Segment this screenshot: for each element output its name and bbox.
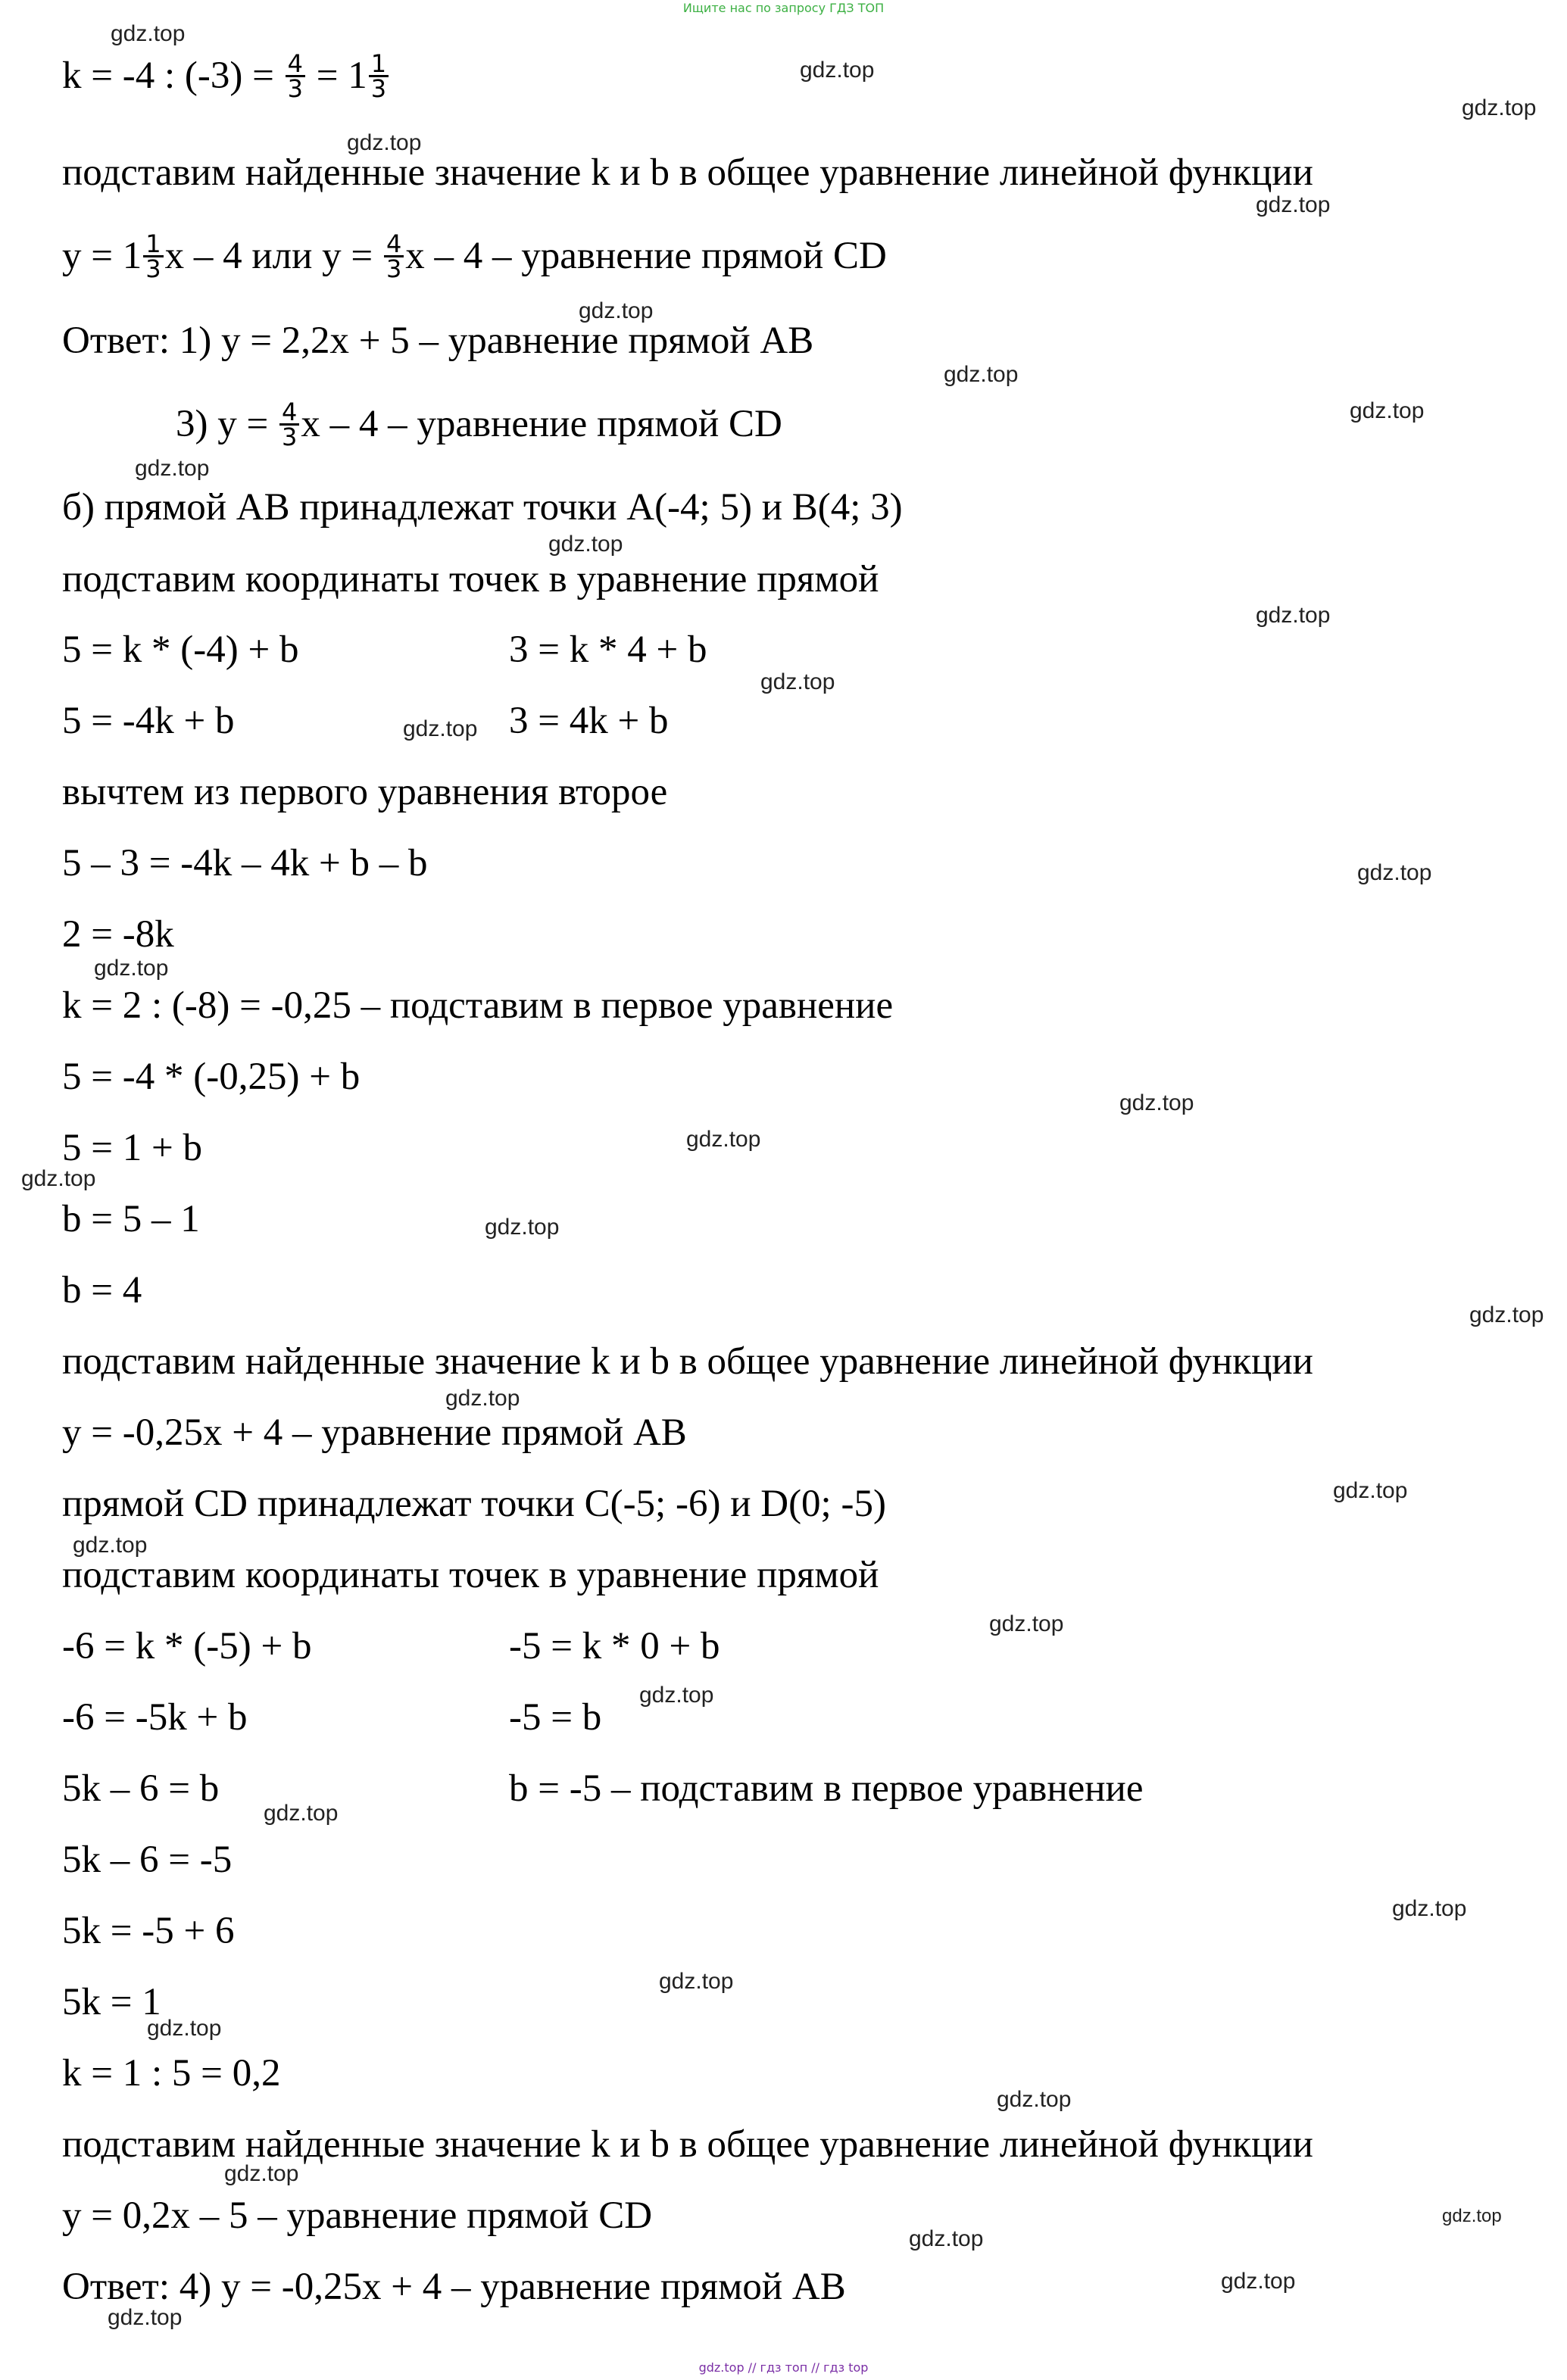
watermark: gdz.top	[1119, 1090, 1194, 1115]
watermark: gdz.top	[147, 2016, 222, 2041]
watermark: gdz.top	[548, 532, 623, 557]
equation: -6 = k * (-5) + b	[62, 1625, 312, 1667]
fraction-numerator: 4	[384, 232, 404, 257]
fraction-numerator: 4	[286, 52, 305, 77]
text-segment: x – 4 – уравнение прямой CD	[301, 403, 782, 445]
equation: 5k – 6 = -5	[62, 1839, 233, 1881]
watermark: gdz.top	[639, 1683, 714, 1708]
fraction-numerator: 4	[279, 401, 299, 426]
text-substitute-kb: подставим найденные значение k и b в общее уравнение линейной функции	[62, 2123, 1313, 2166]
watermark: gdz.top	[579, 298, 654, 323]
text-segment: y = 1	[62, 235, 142, 277]
equation: 5 = k * (-4) + b	[62, 629, 299, 671]
watermark: gdz.top	[1256, 192, 1331, 217]
watermark: gdz.top	[485, 1215, 560, 1240]
equation: 5 = -4 * (-0,25) + b	[62, 1056, 361, 1098]
equation: b = 5 – 1	[62, 1198, 200, 1240]
text-subtract: вычтем из первого уравнения второе	[62, 771, 668, 813]
watermark: gdz.top	[686, 1127, 761, 1152]
equation: 5 = 1 + b	[62, 1127, 203, 1169]
text-substitute-kb: подставим найденные значение k и b в общее уравнение линейной функции	[62, 1340, 1313, 1383]
fraction	[143, 229, 163, 283]
fraction-denominator: 3	[145, 254, 161, 283]
watermark: gdz.top	[73, 1533, 148, 1558]
watermark: gdz.top	[1256, 603, 1331, 628]
fraction-numerator: 1	[369, 52, 389, 77]
equation: -5 = k * 0 + b	[509, 1625, 720, 1667]
equation-line-cd: y = 0,2x – 5 – уравнение прямой CD	[62, 2194, 653, 2237]
watermark: gdz.top	[1442, 2206, 1502, 2226]
answer-1: Ответ: 1) y = 2,2x + 5 – уравнение прямой AB	[62, 320, 814, 362]
equation: b = 4	[62, 1269, 142, 1312]
text-segment: k = -4 : (-3) =	[62, 55, 284, 97]
equation: 2 = -8k	[62, 913, 174, 956]
equation-k-cd	[62, 48, 390, 103]
fraction-denominator: 3	[386, 254, 402, 283]
watermark: gdz.top	[760, 669, 835, 694]
fraction	[279, 397, 299, 451]
equation-line-cd	[62, 229, 887, 283]
fraction	[384, 229, 404, 283]
equation: 5k – 6 = b	[62, 1767, 220, 1810]
fraction	[286, 48, 305, 103]
equation: k = 2 : (-8) = -0,25 – подставим в первое уравнение	[62, 984, 894, 1027]
watermark: gdz.top	[21, 1166, 96, 1191]
fraction-numerator: 1	[143, 232, 163, 257]
watermark: gdz.top	[1392, 1896, 1467, 1921]
equation: 5 = -4k + b	[62, 700, 235, 742]
fraction-denominator: 3	[287, 73, 303, 103]
fraction	[369, 48, 389, 103]
footer-links[interactable]: gdz.top // гдз топ // гдз top	[698, 2360, 869, 2375]
answer-4: Ответ: 4) y = -0,25x + 4 – уравнение прямой AB	[62, 2266, 846, 2308]
answer-3	[176, 397, 782, 451]
watermark: gdz.top	[224, 2161, 299, 2186]
watermark: gdz.top	[800, 58, 875, 83]
equation: 3 = 4k + b	[509, 700, 669, 742]
equation: b = -5 – подставим в первое уравнение	[509, 1767, 1144, 1810]
watermark: gdz.top	[944, 362, 1019, 387]
fraction-denominator: 3	[282, 422, 298, 451]
equation: 5k = -5 + 6	[62, 1910, 235, 1952]
text-segment: x – 4 или y =	[164, 235, 382, 277]
fraction-denominator: 3	[370, 73, 387, 103]
search-banner[interactable]: Ищите нас по запросу ГДЗ ТОП	[682, 1, 885, 15]
equation: -6 = -5k + b	[62, 1696, 248, 1739]
equation: 5 – 3 = -4k – 4k + b – b	[62, 842, 428, 884]
text-substitute-coords: подставим координаты точек в уравнение прямой	[62, 558, 879, 600]
text-substitute-kb: подставим найденные значение k и b в общее уравнение линейной функции	[62, 151, 1313, 194]
equation: 5k = 1	[62, 1981, 161, 2023]
watermark: gdz.top	[1357, 860, 1432, 885]
watermark: gdz.top	[989, 1611, 1064, 1636]
watermark: gdz.top	[1469, 1302, 1544, 1327]
text-segment: = 1	[307, 55, 367, 97]
watermark: gdz.top	[1333, 1478, 1408, 1503]
watermark: gdz.top	[909, 2226, 984, 2251]
equation: -5 = b	[509, 1696, 602, 1739]
watermark: gdz.top	[264, 1801, 339, 1826]
text-substitute-coords: подставим координаты точек в уравнение прямой	[62, 1554, 879, 1596]
watermark: gdz.top	[108, 2305, 183, 2330]
watermark: gdz.top	[111, 21, 186, 46]
watermark: gdz.top	[659, 1969, 734, 1994]
watermark: gdz.top	[347, 130, 422, 155]
text-segment: 3) y =	[176, 403, 278, 445]
watermark: gdz.top	[445, 1386, 520, 1411]
watermark: gdz.top	[135, 456, 210, 481]
equation-line-ab: y = -0,25x + 4 – уравнение прямой AB	[62, 1411, 687, 1454]
text-points-ab: б) прямой AB принадлежат точки A(-4; 5) и B(4; 3)	[62, 486, 903, 529]
equation: k = 1 : 5 = 0,2	[62, 2052, 281, 2095]
watermark: gdz.top	[997, 2087, 1072, 2112]
equation: 3 = k * 4 + b	[509, 629, 707, 671]
text-segment: x – 4 – уравнение прямой CD	[405, 235, 887, 277]
watermark: gdz.top	[1462, 95, 1537, 120]
watermark: gdz.top	[1221, 2269, 1296, 2294]
watermark: gdz.top	[1350, 398, 1425, 423]
watermark: gdz.top	[403, 716, 478, 741]
watermark: gdz.top	[94, 956, 169, 981]
text-points-cd: прямой CD принадлежат точки C(-5; -6) и D(0; -5)	[62, 1483, 886, 1525]
